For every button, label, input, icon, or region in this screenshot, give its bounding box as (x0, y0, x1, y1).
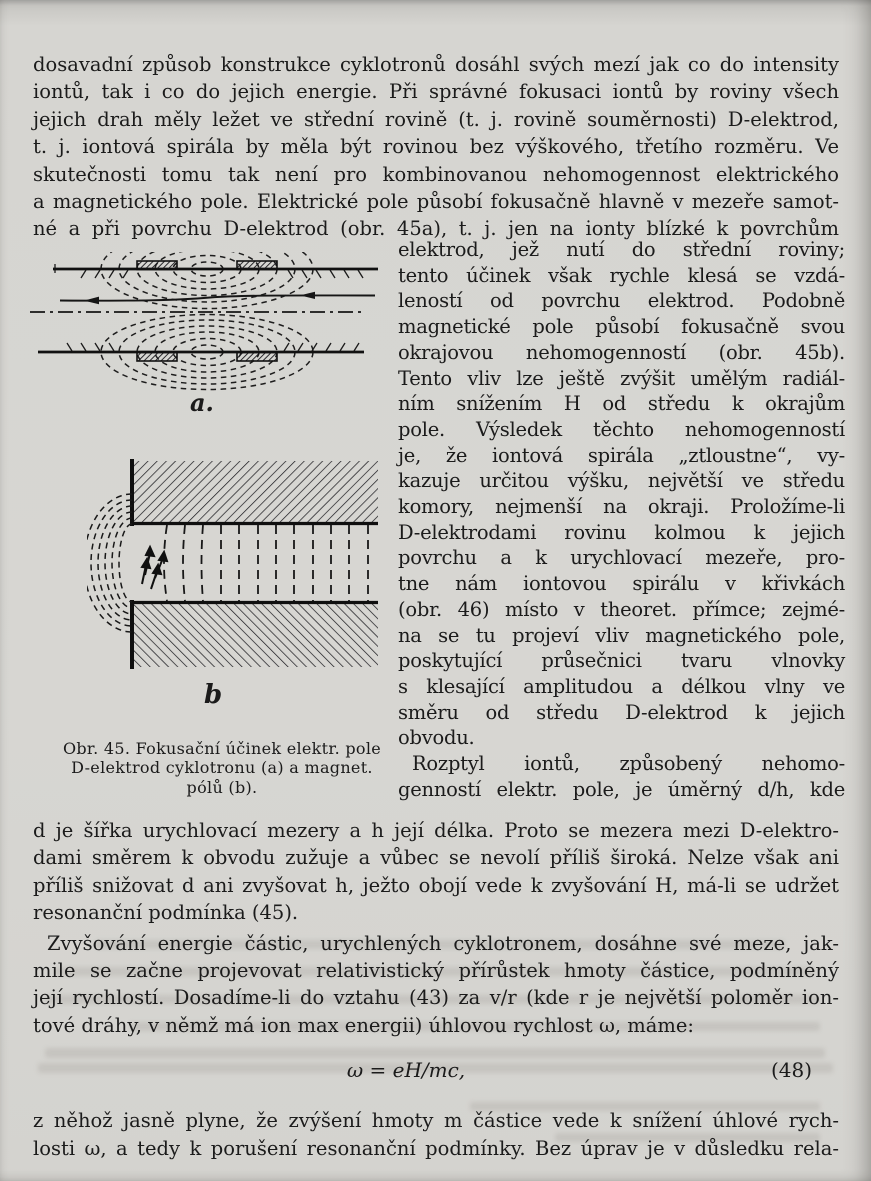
arrow-left-icon (300, 292, 315, 299)
ion-trajectory (60, 295, 375, 300)
text-line: kazuje určitou výšku, největší ve středu (398, 469, 845, 493)
paragraph-relativistic (33, 930, 839, 1039)
text-line: a magnetického pole. Elektrické pole působí fokusačně hlavně v mezeře samot- (33, 190, 839, 214)
fringe-field-arcs (87, 494, 132, 632)
text-line: tne nám iontovou spirálu v křivkách (398, 572, 845, 596)
text-line: mile se začne projevovat relativistický přírůstek hmoty částice, podmíněný (33, 959, 839, 983)
text-line: iontů, tak i co do jejich energie. Při správné fokusaci iontů by roviny všech (33, 80, 839, 104)
paragraph-conclusion (33, 1107, 839, 1163)
text-line: pole. Výsledek těchto nehomogenností (398, 417, 845, 441)
electrode-block (137, 261, 177, 270)
electrode-block (237, 353, 277, 362)
text-line: směru od středu D-elektrod k jejich (398, 700, 845, 724)
text-line: Tento vliv lze ještě zvýšit umělým radiál- (398, 366, 845, 390)
text-line: elektrod, jež nutí do střední roviny; (398, 238, 845, 261)
text-line: její rychlostí. Dosadíme-li do vztahu (43) za v/r (kde r je největší poloměr ion- (33, 986, 839, 1010)
paragraph-gap-width (33, 817, 839, 926)
text-line: ním snížením H od středu k okrajům (398, 392, 845, 416)
field-line-ticks (55, 264, 363, 351)
text-line: né a při povrchu D-elektrod (obr. 45a), t. j. jen na ionty blízké k povrchům (33, 217, 839, 241)
caption-line: pólů (b). (186, 777, 258, 797)
text-line: jejich drah měly ležet ve střední rovině (t. j. rovině souměrnosti) D-elektrod, (33, 107, 839, 131)
equation-body: ω = eH/mc, (346, 1058, 466, 1082)
text-line: Rozptyl iontů, způsobený nehomo- (412, 752, 845, 776)
text-line: tové dráhy, v němž má ion max energii) úhlovou rychlost ω, máme: (33, 1013, 694, 1037)
figure-b-magnet-pole-diagram (87, 448, 385, 678)
text-line: genností elektr. pole, je úměrný d/h, kde (398, 777, 845, 801)
fringe-field-arrows (142, 547, 167, 589)
magnet-pole-top (132, 461, 378, 522)
electrode-block (137, 353, 177, 362)
text-line: t. j. iontová spirála by měla být rovinou bez výškového, třetího rozměru. Ve (33, 135, 839, 159)
text-line: tento účinek však rychle klesá se vzdá- (398, 263, 845, 287)
text-line: magnetické pole působí fokusačně svou (398, 315, 845, 339)
text-line: dami směrem k obvodu zužuje a vůbec se nevolí příliš široká. Nelze však ani (33, 846, 839, 870)
bleedthrough-smudge (45, 1048, 825, 1058)
text-line: Zvyšování energie částic, urychlených cyklotronem, dosáhne své meze, jak- (47, 932, 839, 955)
electrode-block (237, 261, 277, 270)
text-line: d je šířka urychlovací mezery a h její délka. Proto se mezera mezi D-elektro- (33, 819, 839, 842)
text-line: D-elektrodami rovinu kolmou k jejich (398, 520, 845, 544)
text-line: z něhož jasně plyne, že zvýšení hmoty m částice vede k snížení úhlové rych- (33, 1109, 839, 1132)
text-line: je, že iontová spirála „ztloustne“, vy- (398, 443, 845, 467)
equation-number: (48) (770, 1058, 812, 1082)
text-line: povrchu a k urychlovací mezeře, pro- (398, 546, 845, 570)
text-line: skutečnosti tomu tak není pro kombinovanou nehomogennost elektrického (33, 162, 839, 186)
text-line: komory, nejmenší na okraji. Proložíme-li (398, 495, 845, 519)
magnet-pole-bottom (132, 604, 378, 667)
figure-caption (48, 739, 396, 797)
figure-a-label: a. (190, 388, 214, 417)
text-line: dosavadní způsob konstrukce cyklotronů dosáhl svých mezí jak co do intensity (33, 53, 839, 76)
field-lines-vertical (164, 525, 368, 601)
caption-line: D-elektrod cyklotronu (a) a magnet. (71, 758, 373, 778)
paragraph-intro (33, 51, 839, 243)
text-line: resonanční podmínka (45). (33, 900, 299, 924)
text-line: losti ω, a tedy k porušení resonanční podmínky. Bez úprav je v důsledku rela- (33, 1137, 839, 1160)
equation-row (33, 1058, 839, 1088)
text-line: s klesající amplitudou a délkou vlny ve (398, 674, 845, 698)
text-line: leností od povrchu elektrod. Podobně (398, 289, 845, 313)
figure-b-label: b (204, 680, 223, 710)
text-line: obvodu. (398, 726, 475, 750)
arrow-left-icon (84, 297, 99, 305)
text-line: na se tu projeví vliv magnetického pole, (398, 623, 845, 647)
text-line: poskytující průsečnici tvaru vlnovky (398, 649, 845, 673)
paragraph-right-column (398, 237, 845, 802)
text-line: okrajovou nehomogenností (obr. 45b). (398, 340, 845, 364)
text-line: příliš snižovat d ani zvyšovat h, ježto obojí vede k zvyšování H, má-li se udržet (33, 873, 839, 897)
text-line: (obr. 46) místo v theoret. přímce; zejmé- (398, 597, 845, 621)
caption-line: Obr. 45. Fokusační účinek elektr. pole (62, 739, 382, 758)
